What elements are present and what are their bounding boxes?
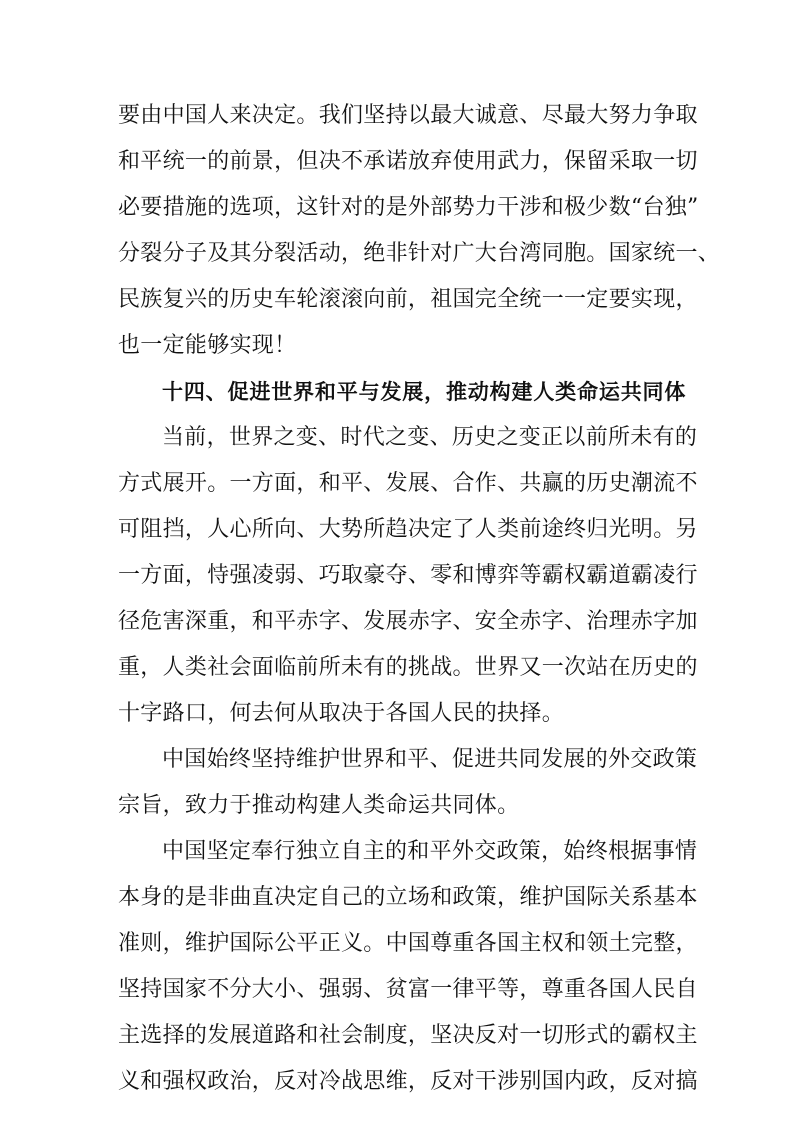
para2-line-3: 可阻挡，人心所向、大势所趋决定了人类前途终归光明。另 (118, 517, 698, 542)
para2-line-4: 一方面，恃强凌弱、巧取豪夺、零和博弈等霸权霸道霸凌行 (118, 563, 698, 588)
para4-line-5: 主选择的发展道路和社会制度，坚决反对一切形式的霸权主 (118, 1023, 698, 1048)
para1-line-5: 民族复兴的历史车轮滚滚向前，祖国完全统一一定要实现， (118, 287, 698, 312)
para1-line-3: 必要措施的选项，这针对的是外部势力干涉和极少数“台独” (118, 195, 699, 220)
para3-line-2: 宗旨，致力于推动构建人类命运共同体。 (118, 793, 520, 818)
para2-line-2: 方式展开。一方面，和平、发展、合作、共赢的历史潮流不 (118, 471, 698, 496)
para4-line-6: 义和强权政治，反对冷战思维，反对干涉别国内政，反对搞 (118, 1069, 698, 1094)
para1-line-6: 也一定能够实现！ (118, 333, 297, 358)
para1-line-4: 分裂分子及其分裂活动，绝非针对广大台湾同胞。国家统一、 (118, 241, 721, 266)
para1-line-1: 要由中国人来决定。我们坚持以最大诚意、尽最大努力争取 (118, 103, 698, 128)
para4-line-4: 坚持国家不分大小、强弱、贫富一律平等，尊重各国人民自 (118, 977, 698, 1002)
para2-line-6: 重，人类社会面临前所未有的挑战。世界又一次站在历史的 (118, 655, 698, 680)
para4-line-1: 中国坚定奉行独立自主的和平外交政策，始终根据事情 (162, 839, 698, 864)
para1-line-2: 和平统一的前景，但决不承诺放弃使用武力，保留采取一切 (118, 149, 698, 174)
para2-line-1: 当前，世界之变、时代之变、历史之变正以前所未有的 (162, 425, 698, 450)
para2-line-7: 十字路口，何去何从取决于各国人民的抉择。 (118, 701, 565, 726)
para4-line-2: 本身的是非曲直决定自己的立场和政策，维护国际关系基本 (118, 885, 698, 910)
para2-line-5: 径危害深重，和平赤字、发展赤字、安全赤字、治理赤字加 (118, 609, 698, 634)
section-heading: 十四、促进世界和平与发展，推动构建人类命运共同体 (162, 380, 686, 404)
para4-line-3: 准则，维护国际公平正义。中国尊重各国主权和领土完整， (118, 931, 698, 956)
para3-line-1: 中国始终坚持维护世界和平、促进共同发展的外交政策 (162, 747, 698, 772)
